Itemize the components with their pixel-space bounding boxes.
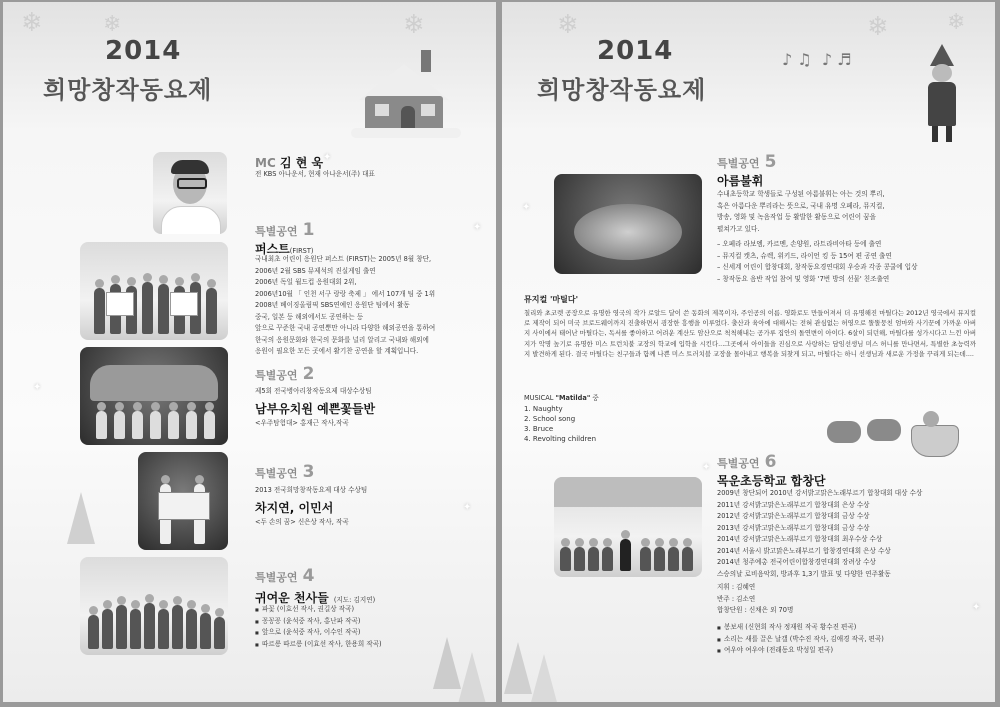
- perf6-song-list: [717, 622, 884, 657]
- left-page: [3, 2, 496, 702]
- perf6-awards: [717, 488, 992, 580]
- christmas-tree-icon: [433, 637, 461, 689]
- perf1-desc: [255, 254, 495, 358]
- list-item: 2014년 서울시 밝고맑은노래부르기 합창경연대회 은상 수상: [717, 546, 891, 555]
- perf1-line: 중국, 일본 등 해외에서도 공연하는 등: [255, 312, 364, 321]
- perf6-heading: [717, 452, 776, 472]
- list-item: ■ 여우야 여우야 (전래동요 박성일 편곡): [717, 645, 884, 657]
- perf2-award: 제5회 전국병아리창작동요제 대상수상팀: [255, 387, 372, 395]
- perf2-heading: [255, 364, 314, 384]
- list-item: – 오페라 라보엠, 카르멘, 손양원, 라트라비아타 등에 출연: [717, 240, 882, 248]
- sparkle-icon: ✦: [522, 202, 531, 213]
- list-item: 4. Revolting children: [524, 435, 597, 443]
- mc-label: MC: [255, 156, 276, 170]
- christmas-tree-icon: [67, 492, 95, 544]
- christmas-tree-icon: [504, 642, 532, 694]
- perf1-line: 2006년 2월 SBS 뮤제석의 진실게임 출연: [255, 266, 376, 275]
- perf3-name: 차지연, 이민서: [255, 501, 334, 515]
- perf6-photo: [554, 477, 702, 577]
- year-heading: 2014: [597, 36, 674, 66]
- perf2-photo: [80, 347, 228, 445]
- mc-desc: 전 KBS 아나운서, 현재 아나운서(주) 대표: [255, 170, 375, 178]
- list-item: ■ 따르릉 따르릉 (이효선 작사, 한용희 작곡): [255, 639, 382, 651]
- sparkle-icon: ✦: [702, 462, 711, 473]
- perf5-line: 수내초등학교 학생들로 구성된 아름불휘는 아는 것의 뿌리,: [717, 190, 885, 198]
- perf5-name: 아름불휘: [717, 174, 764, 188]
- perf3-heading: [255, 462, 314, 482]
- snowflake-icon: ❄: [947, 10, 966, 35]
- perf5-line: 펼쳐가고 있다.: [717, 224, 760, 233]
- credit-line: 반주 : 김소연: [717, 594, 756, 603]
- perf2-name: 남부유치원 예쁜꽃들반: [255, 402, 376, 416]
- perf5-num: 5: [764, 152, 777, 172]
- perf5-heading: [717, 152, 776, 172]
- festival-title: 희망창작동요제: [537, 76, 707, 104]
- perf1-num: 1: [302, 220, 315, 240]
- perf3-song: <두 손의 꿈> 신은상 작사, 작곡: [255, 518, 349, 526]
- perf5-photo: [554, 174, 702, 274]
- sparkle-icon: ✦: [463, 502, 472, 513]
- perf4-heading: [255, 566, 314, 586]
- list-item: ■ 소리는 새를 끌은 날갤 (박수진 작사, 김애경 작곡, 편곡): [717, 634, 884, 646]
- perf4-num: 4: [302, 566, 315, 586]
- list-item: ■ 앞으로 (윤석중 작사, 이수인 작곡): [255, 627, 382, 639]
- perf3-award: 2013 전국희망창작동요제 대상 수상팀: [255, 486, 368, 494]
- sparkle-icon: ✦: [473, 222, 482, 233]
- conductor-illustration: [912, 44, 972, 144]
- perf1-line: 한국의 응원문화와 한국의 문화를 널리 알리고 국내와 해외에: [255, 335, 429, 344]
- snowflake-icon: ❄: [867, 12, 889, 42]
- list-item: 2012년 강서밝고맑은노래부르기 합창대회 금상 수상: [717, 512, 870, 520]
- perf1-name: 퍼스트: [255, 242, 290, 256]
- sparkle-icon: ✦: [323, 152, 332, 163]
- perf1-line: 앞으로 꾸준한 국내 공연뿐만 아니라 다양한 해외공연을 통하여: [255, 324, 436, 332]
- perf1-photo: [80, 242, 228, 340]
- perf5-label: 특별공연: [717, 157, 760, 170]
- list-item: ■ 파꽃 (이효선 작사, 권길상 작곡): [255, 604, 382, 616]
- list-item: ■ 봉보새 (신현희 작사 정재원 작곡 황수진 편곡): [717, 622, 884, 634]
- perf1-line: 2008년 베이징올림픽 SBS연예인 응원단 팀에서 활동: [255, 301, 410, 309]
- list-item: 2014년 강서밝고맑은노래부르기 합창대회 최우수상 수상: [717, 535, 883, 543]
- perf1-name-sub: (FIRST): [289, 247, 314, 255]
- list-item: 스승의날 로비음악회, 방과후 1,3기 발표 및 다양한 연주활동: [717, 569, 891, 578]
- musical-list-title: [524, 393, 599, 405]
- list-item: – 창작동요 음반 작업 참여 및 영화 '7번 방의 선물' 친조출연: [717, 274, 890, 283]
- snow-house-illustration: [351, 42, 461, 137]
- perf3-label: 특별공연: [255, 467, 298, 480]
- list-item: ■ 꽁꽁꽁 (윤석중 작사, 홍난파 작곡): [255, 616, 382, 628]
- musical-description: 칠리와 초코렛 공장으로 유명한 영국의 작가 로알드 달이 쓴 동화의 제목이자, 주인공의 이름. 영화로도 만들어져서 더 유명해진 마틸다는 2012년 영국에서 뮤지컬로 제작이 되어 미국 브로드웨이까지 진출하면서 굉장한 흥행을 이루었다. 출산과 육아에 대해서는 전혀 관심없는 허영으로 똘똘뭉친 엄마와 사기꾼에 가까운 아버지 사이에서 태어난 마틸다는, 독서를 좋아하고 어려운 계산도 암산으로 척척해내는 공가루 집안의 돌연변이 아이다. 6살이 되던해, 마틸다를 성가시다고 느낀 아버지가 악명 높기로 유명한 미스 트런치불 교장의 학교에 입학을 시킨다...그곳에서 아이들을 진심으로 사랑하는 담임선생님 미스 허니를 만나면서, 특별한 초능력까지 발견하게 된다. 결국 마틸다는 친구들과 함께 나쁜 미스 트러치블 교장을 몰아내고 행복을 되찾게 되고, 마틸다는 하니 선생님과 새로운 가정을 꾸리게 되는데....: [524, 309, 976, 358]
- perf2-num: 2: [302, 364, 315, 384]
- perf6-label: 특별공연: [717, 457, 760, 470]
- perf4-name-sub: (지도: 김지연): [333, 596, 376, 604]
- music-notes-icon: ♪ ♫ ♪ ♬: [782, 50, 852, 69]
- perf2-label: 특별공연: [255, 369, 298, 382]
- musical-title: 뮤지컬 '마틸다': [524, 295, 579, 304]
- perf4-photo: [80, 557, 228, 655]
- list-item: 2011년 강서밝고맑은노래부르기 합창대회 은상 수상: [717, 500, 870, 509]
- perf6-num: 6: [764, 452, 777, 472]
- list-item: – 신세계 어린이 합창대회, 창작동요경연대회 우승과 각종 콩쿨에 입상: [717, 263, 918, 271]
- snowflake-icon: ❄: [403, 10, 425, 40]
- list-item: 2. School song: [524, 415, 576, 423]
- list-item: 3. Bruce: [524, 425, 554, 433]
- christmas-tree-icon: [530, 654, 558, 702]
- musical-song-list: [524, 404, 596, 444]
- list-item: 1. Naughty: [524, 405, 563, 413]
- perf1-heading: [255, 220, 314, 240]
- right-page: [502, 2, 995, 702]
- snowflake-icon: ❄: [103, 12, 122, 37]
- perf6-credits: [717, 582, 793, 617]
- year-heading: 2014: [105, 36, 182, 66]
- perf1-line: 국내최초 어린이 응원단 퍼스트 (FIRST)는 2005년 8월 창단,: [255, 255, 432, 263]
- musical-list-prefix: MUSICAL: [524, 394, 554, 402]
- perf6-name: 목운초등학교 합창단: [717, 474, 826, 488]
- snowflake-icon: ❄: [557, 10, 579, 40]
- reindeer-sleigh-illustration: [827, 407, 967, 465]
- perf3-photo: [138, 452, 228, 550]
- perf3-num: 3: [302, 462, 315, 482]
- sparkle-icon: ✦: [33, 382, 42, 393]
- mc-photo: [153, 152, 227, 234]
- list-item: 2013년 강서밝고맑은노래부르기 합창대회 금상 수상: [717, 523, 870, 532]
- musical-list-suffix: 중: [592, 394, 599, 402]
- credit-line: 지휘 : 김혜연: [717, 583, 756, 591]
- christmas-tree-icon: [458, 652, 486, 702]
- list-item: 2009년 창단되어 2010년 강서밝고맑은노래부르기 합창대회 대상 수상: [717, 489, 923, 497]
- festival-title: 희망창작동요제: [43, 76, 213, 104]
- perf5-desc: [717, 189, 987, 235]
- perf2-song: <우주탐험대> 홍재근 작사,작곡: [255, 419, 349, 427]
- perf1-line: 응원이 필요한 모든 곳에서 활기찬 공연을 할 계획입니다.: [255, 347, 419, 355]
- perf4-name: 귀여운 천사들: [255, 591, 329, 605]
- perf5-activities: [717, 239, 992, 285]
- perf1-line: 2006년10월 「 인천 서구 랑랑 축제 」 에서 107개 팀 중 1위: [255, 289, 436, 298]
- snowflake-icon: ❄: [21, 8, 43, 38]
- perf1-label: 특별공연: [255, 225, 298, 238]
- list-item: 2014년 청주예총 전국어린이합창경연대회 장려상 수상: [717, 558, 876, 566]
- perf5-line: 혹은 아름다운 뿌리라는 뜻으로, 국내 유명 오페라, 뮤지컬,: [717, 201, 885, 210]
- perf1-line: 2006년 독일 월드컵 응원대회 2위,: [255, 278, 357, 286]
- perf4-song-list: [255, 604, 382, 650]
- perf4-label: 특별공연: [255, 571, 298, 584]
- sparkle-icon: ✦: [972, 602, 981, 613]
- perf5-line: 방송, 영화 및 녹음작업 등 활발한 활동으로 어린이 꿈을: [717, 213, 876, 221]
- credit-line: 합창단원 : 신채은 외 70명: [717, 606, 794, 614]
- list-item: – 뮤지컬 캣츠, 슈렉, 위키드, 라이언 킹 등 15여 편 공연 출연: [717, 251, 892, 260]
- mc-name: 김 현 욱: [279, 156, 324, 170]
- musical-list-name: "Matilda": [555, 394, 591, 402]
